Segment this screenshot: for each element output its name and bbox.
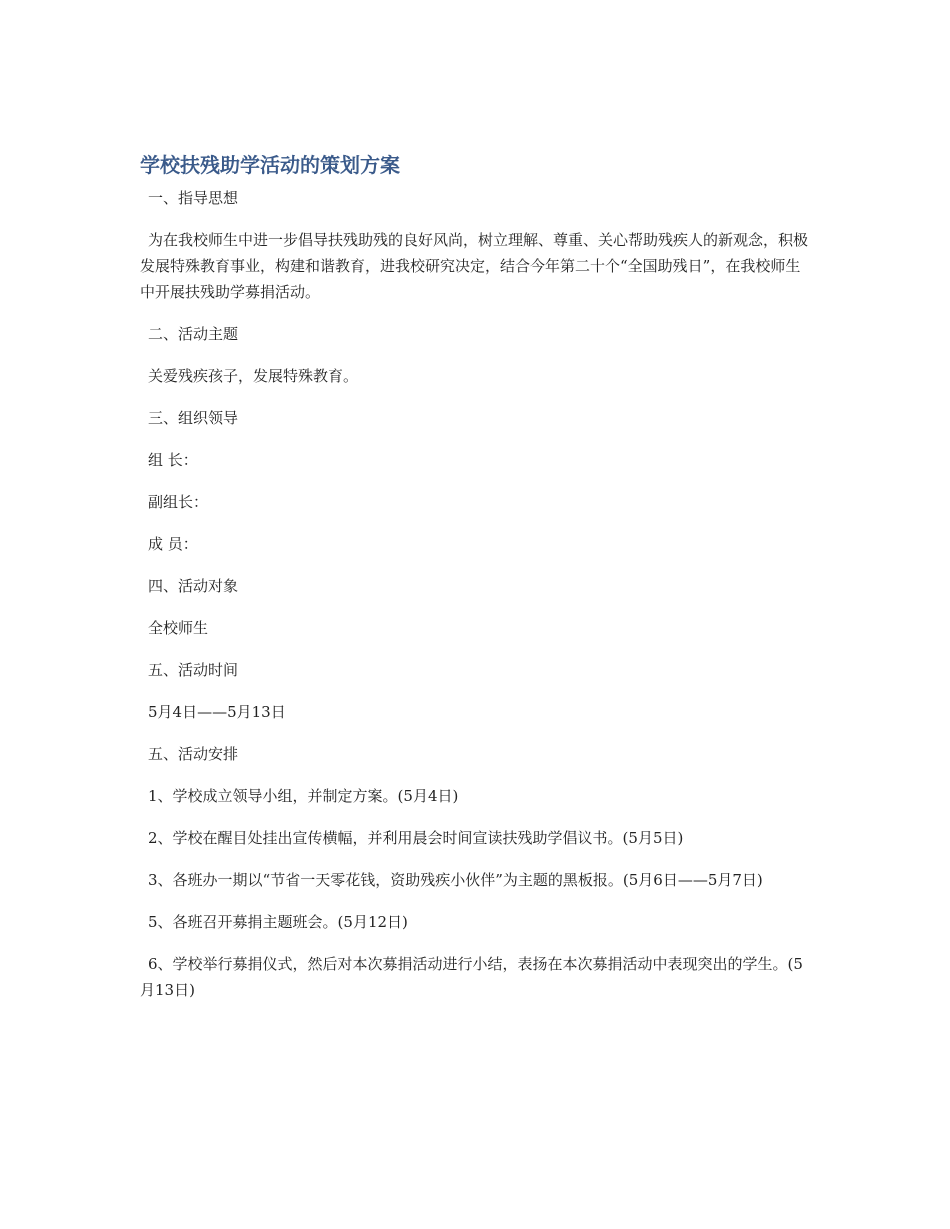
paragraph-time: 5月4日——5月13日 — [148, 703, 286, 721]
paragraph-guiding-ideology: 为在我校师生中进一步倡导扶残助残的良好风尚，树立理解、尊重、关心帮助残疾人的新观念，积极发展特殊教育事业，构建和谐教育，进我校研究决定，结合今年第二十个“全国助残日”，在我校师生中开展扶残助学募捐活动。 — [140, 231, 809, 301]
section-heading-organization: 三、组织领导 — [148, 409, 239, 427]
section-heading-theme: 二、活动主题 — [148, 325, 239, 343]
arrangement-item: 1、学校成立领导小组，并制定方案。(5月4日) — [148, 787, 459, 805]
arrangement-item: 3、各班办一期以“节省一天零花钱，资助残疾小伙伴”为主题的黑板报。(5月6日——5月7日) — [148, 871, 763, 889]
section-heading-audience: 四、活动对象 — [148, 577, 239, 595]
paragraph-audience: 全校师生 — [148, 619, 209, 637]
line-leader: 组 长： — [148, 451, 198, 469]
section-heading-guiding-ideology: 一、指导思想 — [148, 189, 239, 207]
arrangement-item: 5、各班召开募捐主题班会。(5月12日) — [148, 913, 408, 931]
document-body — [140, 150, 810, 1019]
section-heading-arrangement: 五、活动安排 — [148, 745, 239, 763]
line-deputy-leader: 副组长： — [148, 493, 209, 511]
document-title: 学校扶残助学活动的策划方案 — [140, 153, 400, 177]
arrangement-item: 6、学校举行募捐仪式，然后对本次募捐活动进行小结，表扬在本次募捐活动中表现突出的学生。(5月13日) — [140, 955, 803, 999]
arrangement-item: 2、学校在醒目处挂出宣传横幅，并利用晨会时间宣读扶残助学倡议书。(5月5日) — [148, 829, 684, 847]
line-members: 成 员： — [148, 535, 198, 553]
paragraph-theme: 关爱残疾孩子，发展特殊教育。 — [148, 367, 359, 385]
section-heading-time: 五、活动时间 — [148, 661, 239, 679]
